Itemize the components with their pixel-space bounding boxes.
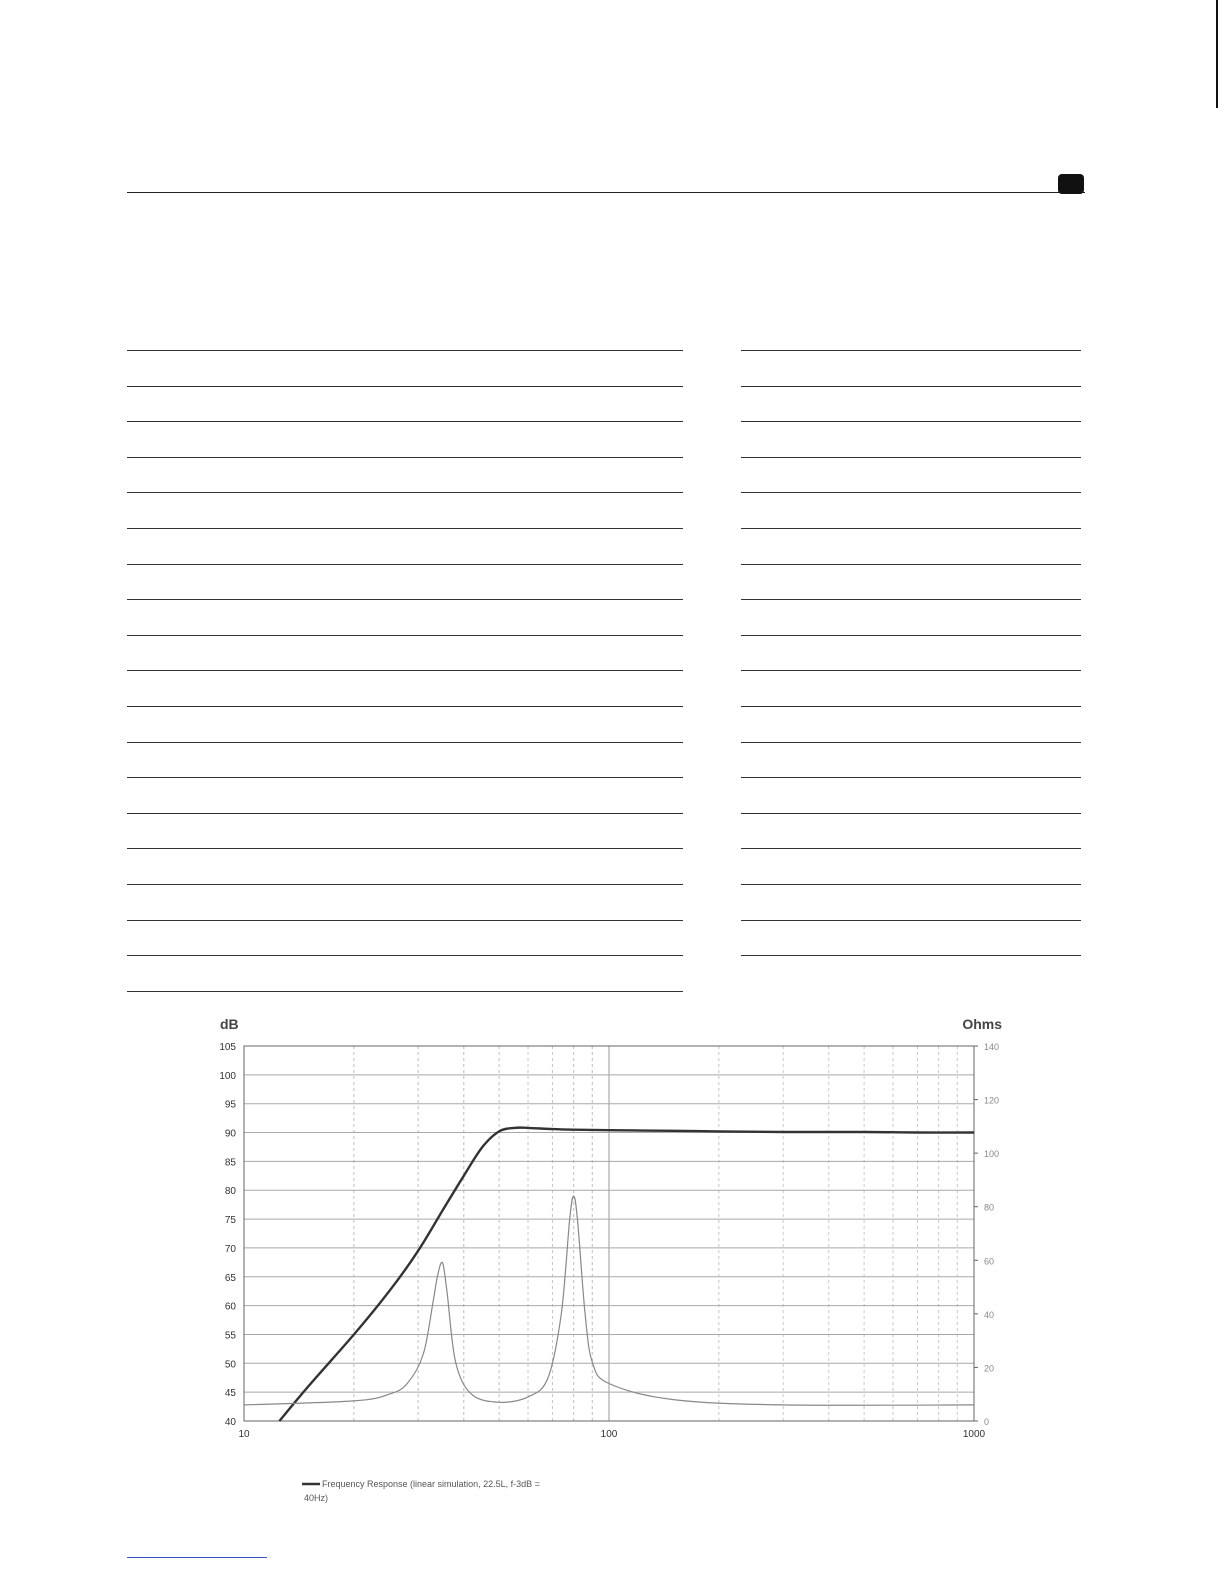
x-tick-label: 100	[600, 1429, 618, 1440]
y-tick-label-left: 55	[224, 1330, 236, 1342]
table-row-rule	[741, 421, 1081, 457]
y-tick-label-left: 95	[224, 1099, 236, 1111]
table-row-rule	[127, 421, 683, 457]
table-row-rule	[741, 706, 1081, 742]
table-row-rule	[741, 528, 1081, 564]
spec-table-right	[741, 350, 1081, 956]
frequency-response-chart	[200, 1008, 1030, 1528]
y-tick-label-left: 40	[224, 1417, 236, 1428]
y-tick-label-left: 90	[224, 1128, 236, 1140]
y-tick-label-left: 65	[224, 1272, 236, 1284]
y-axis-label-left: dB	[220, 1016, 239, 1032]
table-row-rule	[741, 457, 1081, 493]
table-row-rule	[127, 492, 683, 528]
y-tick-label-left: 100	[219, 1070, 236, 1082]
y-tick-label-right: 140	[984, 1042, 1000, 1052]
table-row-rule	[127, 350, 683, 386]
y-tick-label-left: 75	[224, 1215, 236, 1227]
y-tick-label-left: 50	[224, 1359, 236, 1371]
table-row-rule	[741, 492, 1081, 528]
x-tick-label: 1000	[962, 1429, 986, 1440]
table-row-rule	[127, 635, 683, 671]
table-row-rule	[741, 848, 1081, 884]
x-tick-label: 10	[238, 1429, 250, 1440]
legend-label-line1: Frequency Response (linear simulation, 22.5L, f-3dB =	[322, 1479, 540, 1489]
y-tick-label-left: 105	[219, 1042, 236, 1053]
table-row-rule	[127, 991, 683, 992]
table-row-rule	[741, 670, 1081, 706]
y-tick-label-right: 60	[984, 1256, 995, 1267]
table-row-rule	[127, 670, 683, 706]
table-row-rule	[127, 813, 683, 849]
spec-table-left	[127, 350, 683, 992]
page-edge-bar	[1216, 0, 1218, 108]
table-row-rule	[741, 386, 1081, 422]
y-tick-label-left: 60	[224, 1301, 236, 1313]
table-row-rule	[741, 955, 1081, 956]
table-row-rule	[127, 706, 683, 742]
table-row-rule	[127, 386, 683, 422]
table-row-rule	[741, 920, 1081, 956]
legend-label-line2: 40Hz)	[304, 1493, 329, 1503]
table-row-rule	[127, 457, 683, 493]
header-rule	[127, 192, 1085, 193]
table-row-rule	[741, 884, 1081, 920]
table-row-rule	[127, 742, 683, 778]
y-tick-label-left: 70	[224, 1243, 236, 1255]
table-row-rule	[741, 635, 1081, 671]
y-tick-label-right: 20	[984, 1363, 995, 1374]
y-tick-label-right: 120	[984, 1095, 1000, 1106]
y-tick-label-right: 100	[984, 1149, 1000, 1160]
chart-svg	[200, 1008, 1030, 1528]
table-row-rule	[741, 350, 1081, 386]
table-row-rule	[127, 920, 683, 956]
table-row-rule	[741, 813, 1081, 849]
footer-link-underline	[127, 1557, 267, 1558]
page-badge	[1058, 174, 1084, 194]
table-row-rule	[741, 777, 1081, 813]
y-axis-label-right: Ohms	[962, 1016, 1002, 1032]
table-row-rule	[741, 564, 1081, 600]
table-row-rule	[127, 884, 683, 920]
table-row-rule	[127, 777, 683, 813]
table-row-rule	[741, 599, 1081, 635]
table-row-rule	[127, 564, 683, 600]
table-row-rule	[127, 528, 683, 564]
y-tick-label-right: 40	[984, 1309, 995, 1320]
table-row-rule	[127, 848, 683, 884]
y-tick-label-left: 45	[224, 1388, 236, 1400]
y-tick-label-right: 80	[984, 1202, 995, 1213]
y-tick-label-right: 0	[984, 1417, 990, 1427]
y-tick-label-left: 80	[224, 1186, 236, 1198]
table-row-rule	[741, 742, 1081, 778]
table-row-rule	[127, 599, 683, 635]
table-row-rule	[127, 955, 683, 991]
y-tick-label-left: 85	[224, 1157, 236, 1169]
